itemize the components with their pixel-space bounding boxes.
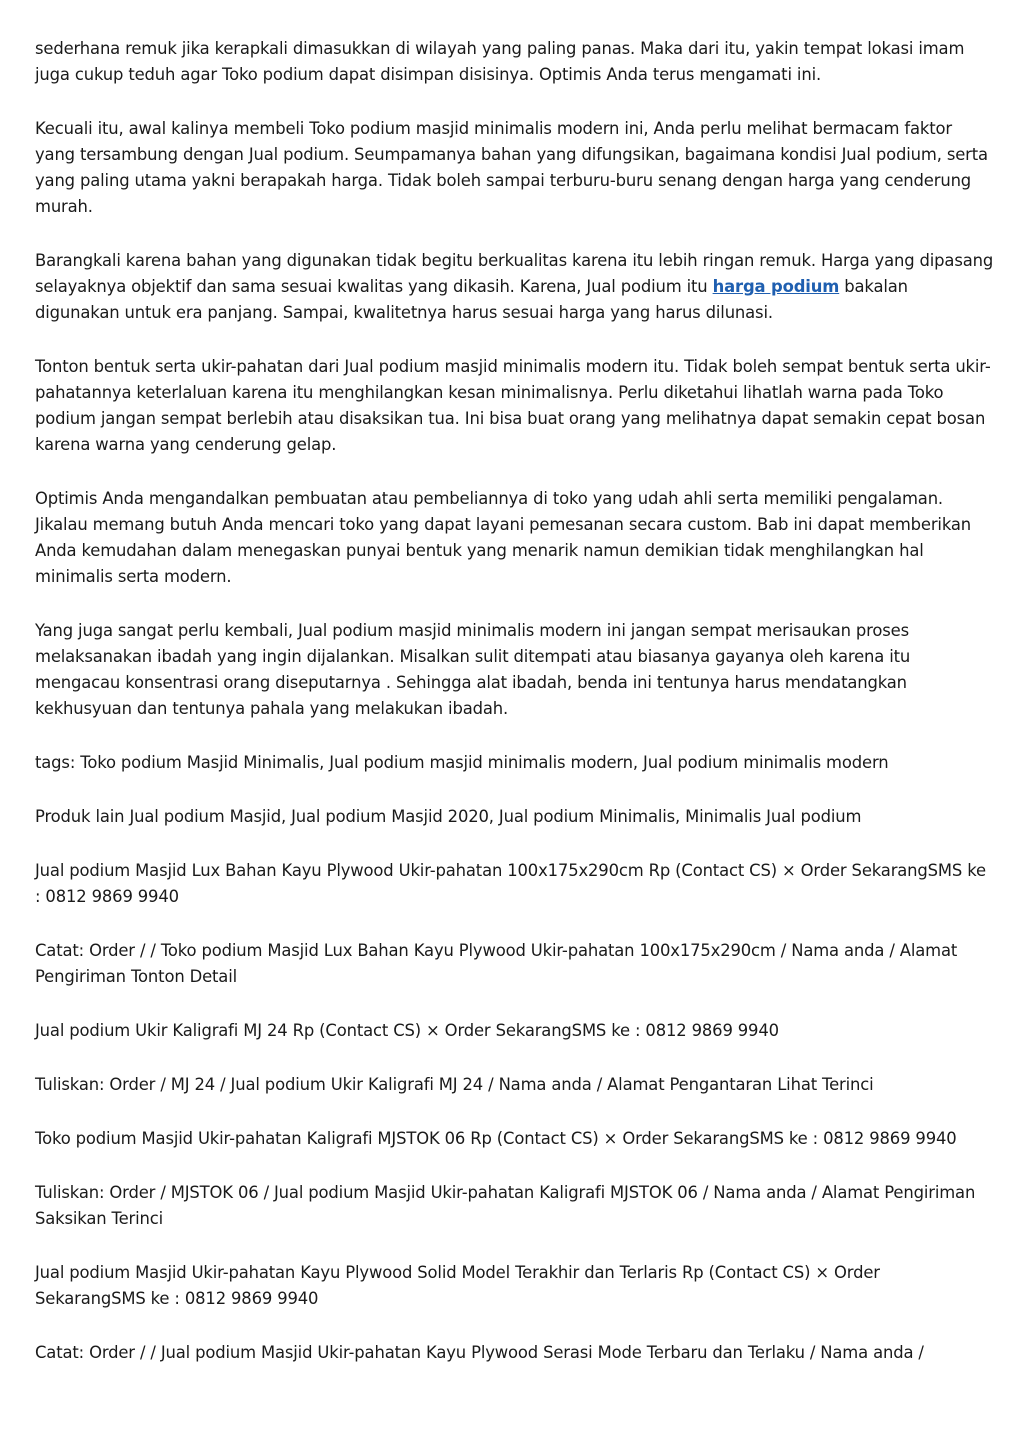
paragraph-4: Tonton bentuk serta ukir-pahatan dari Jual podium masjid minimalis modern itu. Tidak boleh sempat bentuk serta ukir-pahatannya keterlaluan karena itu menghilangkan kesan minimalisnya. Perlu diketahui lihatlah warna pada Toko podium jangan sempat berlebih atau disaksikan tua. Ini bisa buat orang yang melihatnya dapat semakin cepat bosan karena warna yang cenderung gelap. [35,357,991,454]
paragraph-3-text-after: bakalan digunakan untuk era panjang. Sampai, kwalitetnya harus sesuai harga yang harus dilunasi. [35,277,908,322]
paragraph-5: Optimis Anda mengandalkan pembuatan atau pembeliannya di toko yang udah ahli serta memiliki pengalaman. Jikalau memang butuh Anda mencari toko yang dapat layani pemesanan secara custom. Bab ini dapat memberikan Anda kemudahan dalam menegaskan punyai bentuk yang menarik namun demikian tidak menghilangkan hal minimalis serta modern. [35,489,972,586]
paragraph-2: Kecuali itu, awal kalinya membeli Toko podium masjid minimalis modern ini, Anda perlu melihat bermacam faktor yang tersambung dengan Jual podium. Seumpamanya bahan yang difungsikan, bagaimana kondisi Jual podium, serta yang paling utama yakni berapakah harga. Tidak boleh sampai terburu-buru senang dengan harga yang cenderung murah. [35,119,988,216]
product-item-4: Jual podium Masjid Ukir-pahatan Kayu Plywood Solid Model Terakhir dan Terlaris Rp (Contact CS) × Order SekarangSMS ke : 0812 9869 9940 [35,1263,880,1308]
tags-line: tags: Toko podium Masjid Minimalis, Jual podium masjid minimalis modern, Jual podium minimalis modern [35,753,889,772]
paragraph-6: Yang juga sangat perlu kembali, Jual podium masjid minimalis modern ini jangan sempat merisaukan proses melaksanakan ibadah yang ingin dijalankan. Misalkan sulit ditempati atau biasanya gayanya oleh karena itu mengacau konsentrasi orang diseputarnya . Sehingga alat ibadah, benda ini tentunya harus mendatangkan kekhusyuan dan tentunya pahala yang melakukan ibadah. [35,621,911,718]
product-item-4-note: Catat: Order / / Jual podium Masjid Ukir-pahatan Kayu Plywood Serasi Mode Terbaru dan Terlaku / Nama anda / [35,1343,924,1362]
product-item-3-note: Tuliskan: Order / MJSTOK 06 / Jual podium Masjid Ukir-pahatan Kaligrafi MJSTOK 06 / Nama anda / Alamat Pengiriman Saksikan Terinci [35,1183,976,1228]
paragraph-3 [35,248,995,326]
document-page [35,36,995,1394]
product-item-3: Toko podium Masjid Ukir-pahatan Kaligrafi MJSTOK 06 Rp (Contact CS) × Order SekarangSMS ke : 0812 9869 9940 [35,1129,957,1148]
other-products-line: Produk lain Jual podium Masjid, Jual podium Masjid 2020, Jual podium Minimalis, Minimalis Jual podium [35,807,862,826]
paragraph-1: sederhana remuk jika kerapkali dimasukkan di wilayah yang paling panas. Maka dari itu, yakin tempat lokasi imam juga cukup teduh agar Toko podium dapat disimpan disisinya. Optimis Anda terus mengamati ini. [35,39,965,84]
paragraph-3-text-before: Barangkali karena bahan yang digunakan tidak begitu berkualitas karena itu lebih ringan remuk. Harga yang dipasang selayaknya objektif dan sama sesuai kwalitas yang dikasih. Karena, Jual podium itu [35,251,994,296]
product-item-2-note: Tuliskan: Order / MJ 24 / Jual podium Ukir Kaligrafi MJ 24 / Nama anda / Alamat Pengantaran Lihat Terinci [35,1075,874,1094]
product-item-2: Jual podium Ukir Kaligrafi MJ 24 Rp (Contact CS) × Order SekarangSMS ke : 0812 9869 9940 [35,1021,779,1040]
harga-podium-link[interactable]: harga podium [712,277,840,296]
product-item-1: Jual podium Masjid Lux Bahan Kayu Plywood Ukir-pahatan 100x175x290cm Rp (Contact CS) × Order SekarangSMS ke : 0812 9869 9940 [35,861,986,906]
product-item-1-note: Catat: Order / / Toko podium Masjid Lux Bahan Kayu Plywood Ukir-pahatan 100x175x290cm / Nama anda / Alamat Pengiriman Tonton Detail [35,941,958,986]
